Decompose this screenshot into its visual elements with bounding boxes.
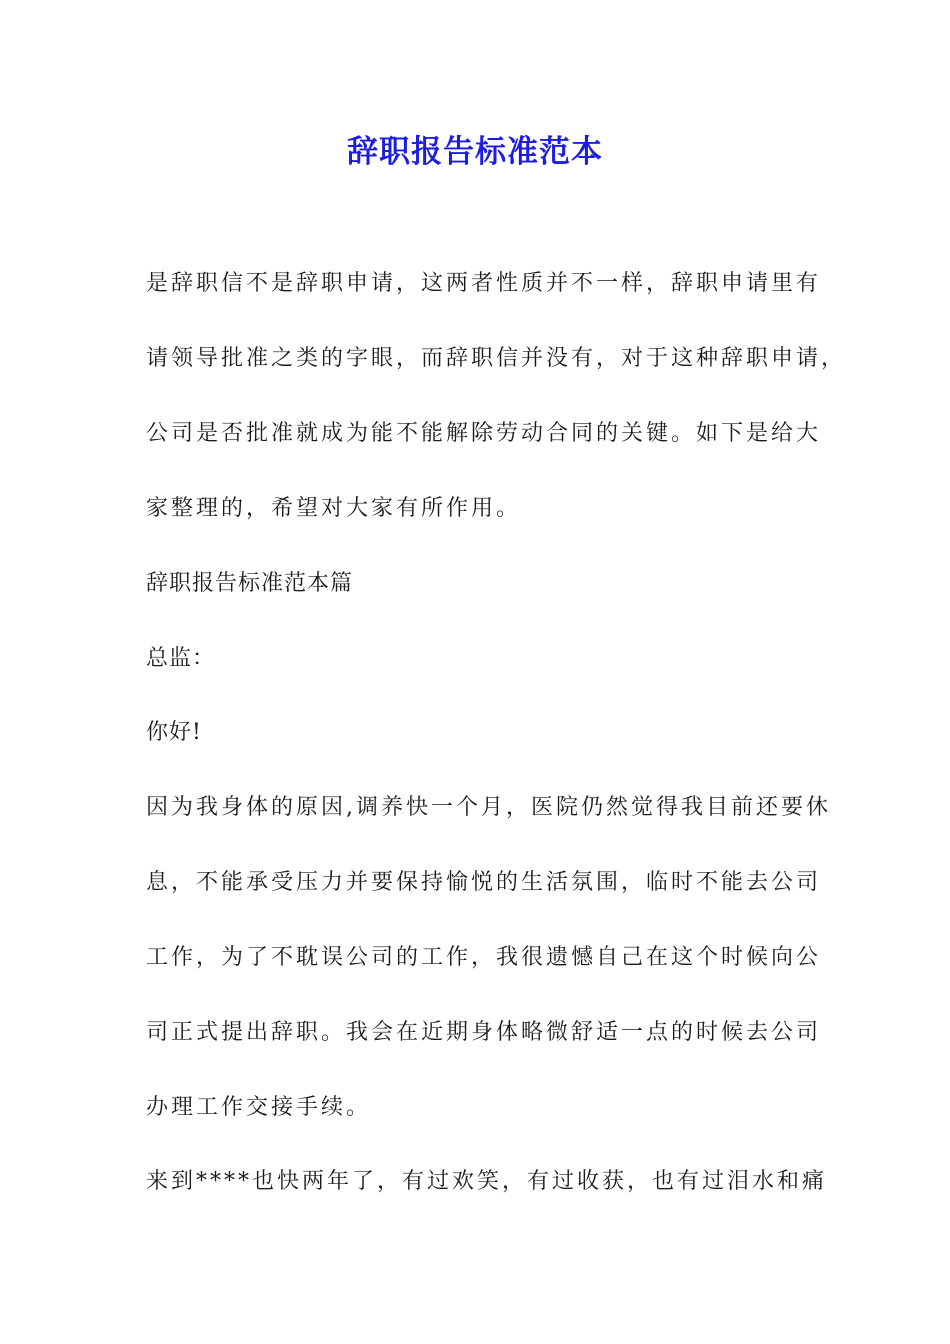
intro-line: 公司是否批准就成为能不能解除劳动合同的关键。如下是给大 bbox=[146, 421, 822, 446]
body-line: 工作，为了不耽误公司的工作，我很遗憾自己在这个时候向公 bbox=[146, 945, 822, 970]
body-line: 来到****也快两年了，有过欢笑，有过收获，也有过泪水和痛 bbox=[146, 1169, 828, 1194]
body-line: 司正式提出辞职。我会在近期身体略微舒适一点的时候去公司 bbox=[146, 1020, 822, 1045]
body-line: 因为我身体的原因,调养快一个月，医院仍然觉得我目前还要休 bbox=[146, 795, 831, 820]
body-line: 办理工作交接手续。 bbox=[146, 1095, 372, 1120]
body-line: 息，不能承受压力并要保持愉悦的生活氛围，临时不能去公司 bbox=[146, 870, 822, 895]
intro-line: 家整理的，希望对大家有所作用。 bbox=[146, 496, 522, 521]
salutation: 总监： bbox=[146, 646, 216, 671]
greeting: 你好! bbox=[146, 720, 202, 745]
intro-line: 是辞职信不是辞职申请，这两者性质并不一样，辞职申请里有 bbox=[146, 271, 822, 296]
intro-line: 请领导批准之类的字眼，而辞职信并没有，对于这种辞职申请， bbox=[146, 346, 847, 371]
document-title: 辞职报告标准范本 bbox=[347, 134, 603, 170]
section-heading: 辞职报告标准范本篇 bbox=[146, 571, 354, 596]
